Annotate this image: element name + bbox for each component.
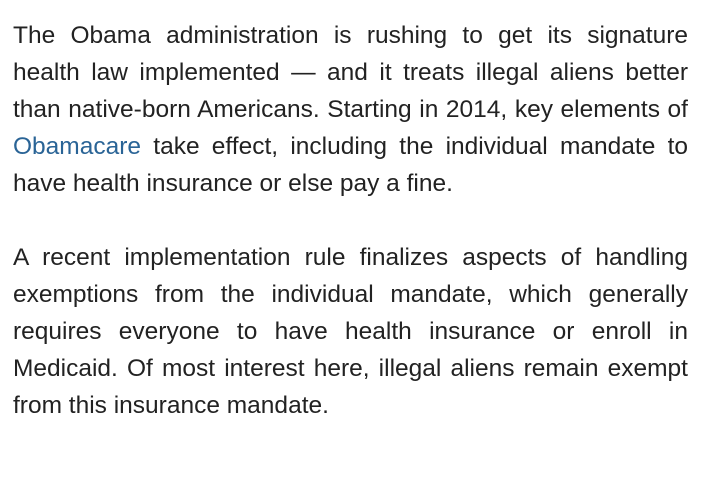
paragraph-1-text-before-link: The Obama administration is rushing to get its signature health law implemented — and it treats illegal aliens better than native-born Americans. Starting in 2014, key elements of xyxy=(13,22,688,123)
obamacare-link[interactable]: Obamacare xyxy=(13,133,142,160)
paragraph-2: A recent implementation rule finalizes aspects of handling exemptions from the individual mandate, which generally requires everyone to have health insurance or enroll in Medicaid. Of most interest here, illegal aliens remain exempt from this insurance mandate. xyxy=(13,244,688,419)
paragraph-1-text-after-link: take effect, including the individual mandate to have health insurance or else pay a fine. xyxy=(13,133,688,197)
paragraph-1 xyxy=(13,17,688,202)
